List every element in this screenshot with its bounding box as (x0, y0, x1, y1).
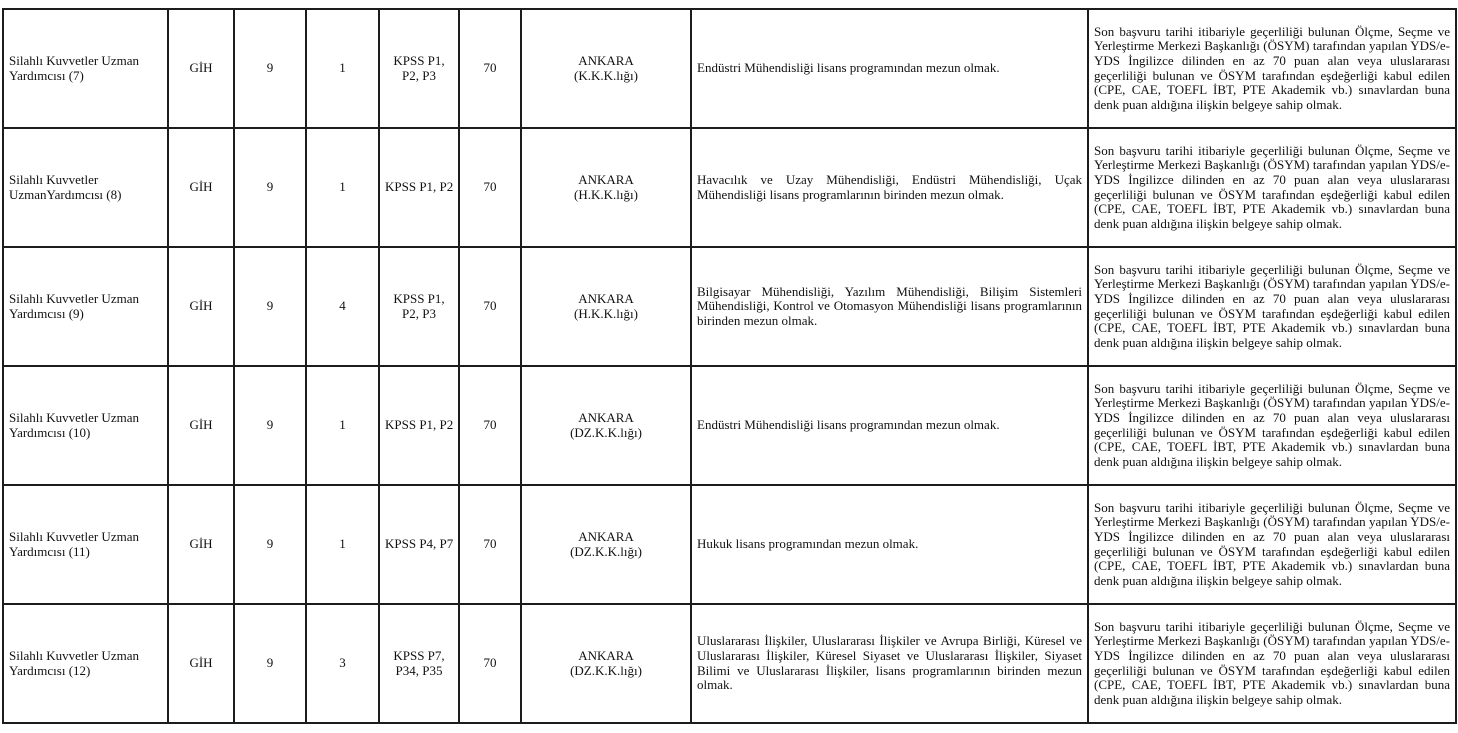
position-title-cell: Silahlı Kuvvetler Uzman Yardımcısı (10) (3, 366, 168, 485)
location-cell (521, 366, 691, 485)
service-class-cell: GİH (168, 485, 234, 604)
education-requirement-cell: Hukuk lisans programından mezun olmak. (691, 485, 1088, 604)
count-cell: 3 (306, 604, 379, 723)
kpss-cell (379, 604, 459, 723)
location-cell (521, 604, 691, 723)
table-row (3, 366, 1456, 485)
job-postings-table (2, 8, 1457, 724)
language-requirement-cell: Son başvuru tarihi itibariyle geçerliliği bulunan Ölçme, Seçme ve Yerleştirme Merkezi Başkanlığı (ÖSYM) tarafından yapılan YDS/e-YDS İngilizce dilinden en az 70 puan alan veya uluslararası geçerliliği bulunan ve ÖSYM tarafından eşdeğerliği kabul edilen (CPE, CAE, TOEFL İBT, PTE Akademik vb.) sınavlardan buna denk puan aldığına ilişkin belgeye sahip olmak. (1088, 366, 1456, 485)
score-cell: 70 (459, 604, 521, 723)
language-requirement-cell: Son başvuru tarihi itibariyle geçerliliği bulunan Ölçme, Seçme ve Yerleştirme Merkezi Başkanlığı (ÖSYM) tarafından yapılan YDS/e-YDS İngilizce dilinden en az 70 puan alan veya uluslararası geçerliliği bulunan ve ÖSYM tarafından eşdeğerliği kabul edilen (CPE, CAE, TOEFL İBT, PTE Akademik vb.) sınavlardan buna denk puan aldığına ilişkin belgeye sahip olmak. (1088, 604, 1456, 723)
table-row (3, 128, 1456, 247)
service-class-cell: GİH (168, 128, 234, 247)
score-cell: 70 (459, 9, 521, 128)
grade-cell: 9 (234, 247, 306, 366)
kpss-cell (379, 9, 459, 128)
kpss-line1: KPSS P1, P2 (385, 417, 454, 433)
table-row (3, 485, 1456, 604)
score-cell: 70 (459, 366, 521, 485)
position-title-cell: Silahlı Kuvvetler Uzman Yardımcısı (11) (3, 485, 168, 604)
education-requirement-cell: Endüstri Mühendisliği lisans programından mezun olmak. (691, 366, 1088, 485)
language-requirement-cell: Son başvuru tarihi itibariyle geçerliliği bulunan Ölçme, Seçme ve Yerleştirme Merkezi Başkanlığı (ÖSYM) tarafından yapılan YDS/e-YDS İngilizce dilinden en az 70 puan alan veya uluslararası geçerliliği bulunan ve ÖSYM tarafından eşdeğerliği kabul edilen (CPE, CAE, TOEFL İBT, PTE Akademik vb.) sınavlardan buna denk puan aldığına ilişkin belgeye sahip olmak. (1088, 128, 1456, 247)
location-cell (521, 247, 691, 366)
table-row (3, 604, 1456, 723)
grade-cell: 9 (234, 128, 306, 247)
location-line1: ANKARA (578, 528, 634, 544)
grade-cell: 9 (234, 485, 306, 604)
education-requirement-cell: Bilgisayar Mühendisliği, Yazılım Mühendisliği, Bilişim Sistemleri Mühendisliği, Kontrol ve Otomasyon Mühendisliği lisans programlarının birinden mezun olmak. (691, 247, 1088, 366)
language-requirement-cell: Son başvuru tarihi itibariyle geçerliliği bulunan Ölçme, Seçme ve Yerleştirme Merkezi Başkanlığı (ÖSYM) tarafından yapılan YDS/e-YDS İngilizce dilinden en az 70 puan alan veya uluslararası geçerliliği bulunan ve ÖSYM tarafından eşdeğerliği kabul edilen (CPE, CAE, TOEFL İBT, PTE Akademik vb.) sınavlardan buna denk puan aldığına ilişkin belgeye sahip olmak. (1088, 9, 1456, 128)
location-cell (521, 485, 691, 604)
location-line2: (DZ.K.K.lığı) (570, 424, 642, 440)
location-line1: ANKARA (578, 52, 634, 68)
position-title-cell: Silahlı Kuvvetler Uzman Yardımcısı (12) (3, 604, 168, 723)
location-line1: ANKARA (578, 171, 634, 187)
position-title-cell: Silahlı Kuvvetler Uzman Yardımcısı (9) (3, 247, 168, 366)
location-cell (521, 9, 691, 128)
table-row (3, 247, 1456, 366)
kpss-cell (379, 485, 459, 604)
service-class-cell: GİH (168, 247, 234, 366)
location-line1: ANKARA (578, 647, 634, 663)
kpss-cell (379, 247, 459, 366)
kpss-line2: P34, P35 (395, 662, 443, 678)
kpss-line2: P2, P3 (402, 67, 436, 83)
count-cell: 4 (306, 247, 379, 366)
service-class-cell: GİH (168, 366, 234, 485)
table-row (3, 9, 1456, 128)
grade-cell: 9 (234, 9, 306, 128)
language-requirement-cell: Son başvuru tarihi itibariyle geçerliliği bulunan Ölçme, Seçme ve Yerleştirme Merkezi Başkanlığı (ÖSYM) tarafından yapılan YDS/e-YDS İngilizce dilinden en az 70 puan alan veya uluslararası geçerliliği bulunan ve ÖSYM tarafından eşdeğerliği kabul edilen (CPE, CAE, TOEFL İBT, PTE Akademik vb.) sınavlardan buna denk puan aldığına ilişkin belgeye sahip olmak. (1088, 247, 1456, 366)
location-line2: (DZ.K.K.lığı) (570, 543, 642, 559)
location-line2: (H.K.K.lığı) (574, 305, 638, 321)
count-cell: 1 (306, 366, 379, 485)
kpss-line1: KPSS P1, P2 (385, 179, 454, 195)
location-line1: ANKARA (578, 290, 634, 306)
grade-cell: 9 (234, 604, 306, 723)
kpss-line1: KPSS P1, (393, 52, 445, 68)
location-line2: (H.K.K.lığı) (574, 186, 638, 202)
kpss-line1: KPSS P7, (393, 647, 445, 663)
education-requirement-cell: Uluslararası İlişkiler, Uluslararası İlişkiler ve Avrupa Birliği, Küresel ve Uluslararası İlişkiler, Küresel Siyaset ve Uluslararası İlişkiler, Siyaset Bilimi ve Uluslararası İlişkiler, lisans programlarının birinden mezun olmak. (691, 604, 1088, 723)
kpss-cell (379, 366, 459, 485)
position-title-cell: Silahlı Kuvvetler UzmanYardımcısı (8) (3, 128, 168, 247)
location-line1: ANKARA (578, 409, 634, 425)
count-cell: 1 (306, 128, 379, 247)
kpss-line1: KPSS P1, (393, 290, 445, 306)
language-requirement-cell: Son başvuru tarihi itibariyle geçerliliği bulunan Ölçme, Seçme ve Yerleştirme Merkezi Başkanlığı (ÖSYM) tarafından yapılan YDS/e-YDS İngilizce dilinden en az 70 puan alan veya uluslararası geçerliliği bulunan ve ÖSYM tarafından eşdeğerliği kabul edilen (CPE, CAE, TOEFL İBT, PTE Akademik vb.) sınavlardan buna denk puan aldığına ilişkin belgeye sahip olmak. (1088, 485, 1456, 604)
location-cell (521, 128, 691, 247)
grade-cell: 9 (234, 366, 306, 485)
score-cell: 70 (459, 128, 521, 247)
education-requirement-cell: Havacılık ve Uzay Mühendisliği, Endüstri Mühendisliği, Uçak Mühendisliği lisans programlarının birinden mezun olmak. (691, 128, 1088, 247)
location-line2: (DZ.K.K.lığı) (570, 662, 642, 678)
count-cell: 1 (306, 9, 379, 128)
count-cell: 1 (306, 485, 379, 604)
service-class-cell: GİH (168, 604, 234, 723)
position-title-cell: Silahlı Kuvvetler Uzman Yardımcısı (7) (3, 9, 168, 128)
education-requirement-cell: Endüstri Mühendisliği lisans programından mezun olmak. (691, 9, 1088, 128)
kpss-cell (379, 128, 459, 247)
score-cell: 70 (459, 485, 521, 604)
location-line2: (K.K.K.lığı) (574, 67, 638, 83)
score-cell: 70 (459, 247, 521, 366)
kpss-line1: KPSS P4, P7 (385, 536, 454, 552)
kpss-line2: P2, P3 (402, 305, 436, 321)
service-class-cell: GİH (168, 9, 234, 128)
